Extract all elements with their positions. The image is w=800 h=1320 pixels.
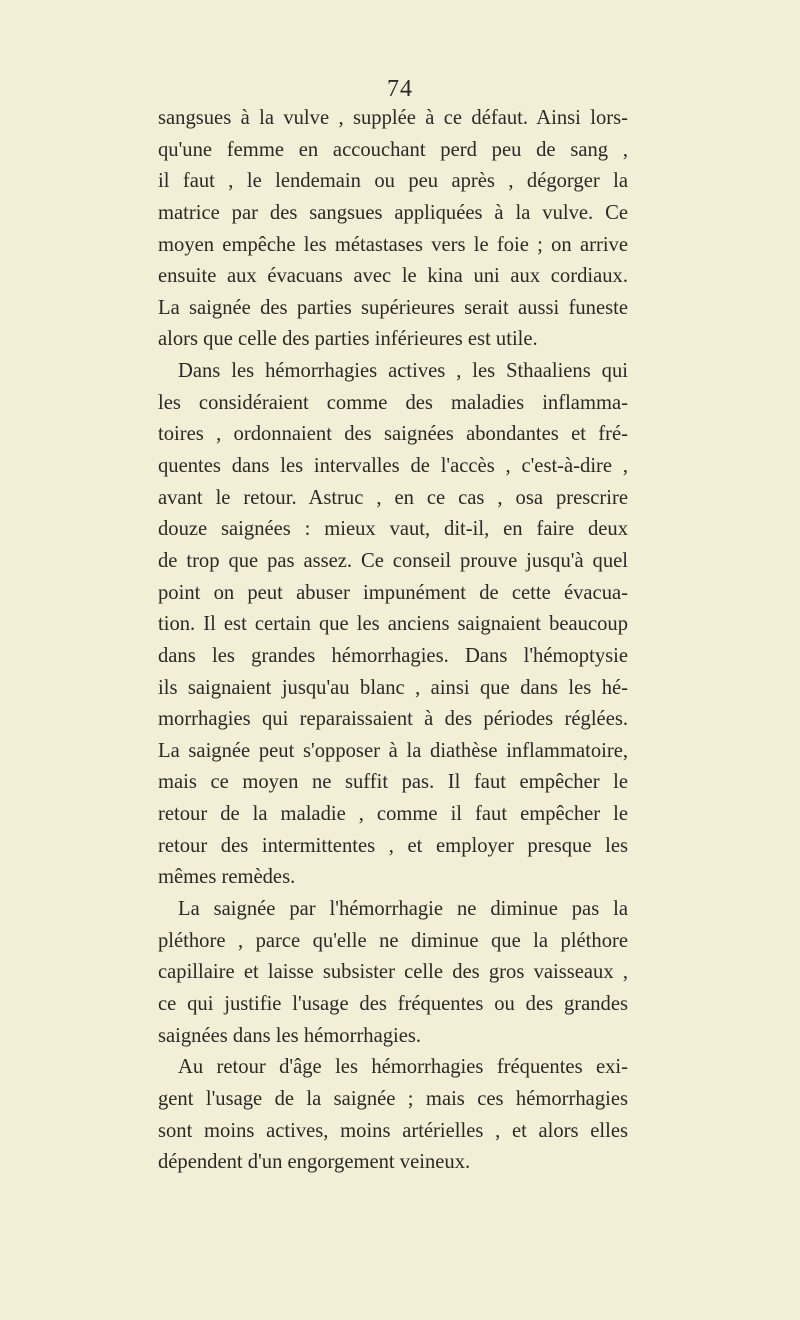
text-line: douze saignées : mieux vaut, dit-il, en faire deux: [158, 518, 628, 541]
text-line: les considéraient comme des maladies inflamma-: [158, 391, 628, 414]
text-line: saignées dans les hémorrhagies.: [158, 1024, 422, 1047]
text-line: La saignée peut s'opposer à la diathèse inflammatoire,: [158, 739, 628, 762]
text-line: gent l'usage de la saignée ; mais ces hémorrhagies: [158, 1087, 628, 1110]
text-line: mais ce moyen ne suffit pas. Il faut empêcher le: [158, 771, 628, 794]
text-line: retour de la maladie , comme il faut empêcher le: [158, 803, 628, 826]
text-line: mêmes remèdes.: [158, 866, 296, 889]
text-line: Dans les hémorrhagies actives , les Sthaaliens qui: [178, 360, 628, 383]
text-line: La saignée par l'hémorrhagie ne diminue pas la: [178, 898, 628, 921]
text-line: matrice par des sangsues appliquées à la vulve. Ce: [158, 201, 628, 224]
text-line: quentes dans les intervalles de l'accès , c'est-à-dire ,: [158, 455, 628, 478]
text-line: sangsues à la vulve , supplée à ce défaut. Ainsi lors-: [158, 107, 628, 129]
text-line: La saignée des parties supérieures serait aussi funeste: [158, 296, 628, 319]
text-line: ce qui justifie l'usage des fréquentes ou des grandes: [158, 992, 628, 1015]
text-line: alors que celle des parties inférieures est utile.: [158, 328, 538, 351]
page-number: 74: [387, 76, 413, 102]
text-line: pléthore , parce qu'elle ne diminue que la pléthore: [158, 929, 628, 952]
text-line: qu'une femme en accouchant perd peu de sang ,: [158, 138, 628, 161]
text-line: de trop que pas assez. Ce conseil prouve jusqu'à quel: [158, 549, 628, 572]
text-line: toires , ordonnaient des saignées abondantes et fré-: [158, 423, 628, 446]
text-line: tion. Il est certain que les anciens saignaient beaucoup: [158, 613, 628, 636]
text-line: dans les grandes hémorrhagies. Dans l'hémoptysie: [158, 644, 628, 667]
text-line: il faut , le lendemain ou peu après , dégorger la: [158, 170, 628, 193]
text-line: dépendent d'un engorgement veineux.: [158, 1151, 471, 1174]
text-line: avant le retour. Astruc , en ce cas , osa prescrire: [158, 486, 628, 509]
body-text: [158, 103, 628, 1179]
text-line: capillaire et laisse subsister celle des gros vaisseaux ,: [158, 961, 628, 984]
text-line: ils saignaient jusqu'au blanc , ainsi que dans les hé-: [158, 676, 628, 699]
text-line: retour des intermittentes , et employer presque les: [158, 834, 628, 857]
text-line: point on peut abuser impunément de cette évacua-: [158, 581, 628, 604]
text-line: Au retour d'âge les hémorrhagies fréquentes exi-: [178, 1056, 628, 1079]
text-line: sont moins actives, moins artérielles , et alors elles: [158, 1119, 628, 1142]
text-line: morrhagies qui reparaissaient à des périodes réglées.: [158, 708, 628, 731]
text-line: ensuite aux évacuans avec le kina uni aux cordiaux.: [158, 265, 628, 288]
text-line: moyen empêche les métastases vers le foie ; on arrive: [158, 233, 628, 256]
